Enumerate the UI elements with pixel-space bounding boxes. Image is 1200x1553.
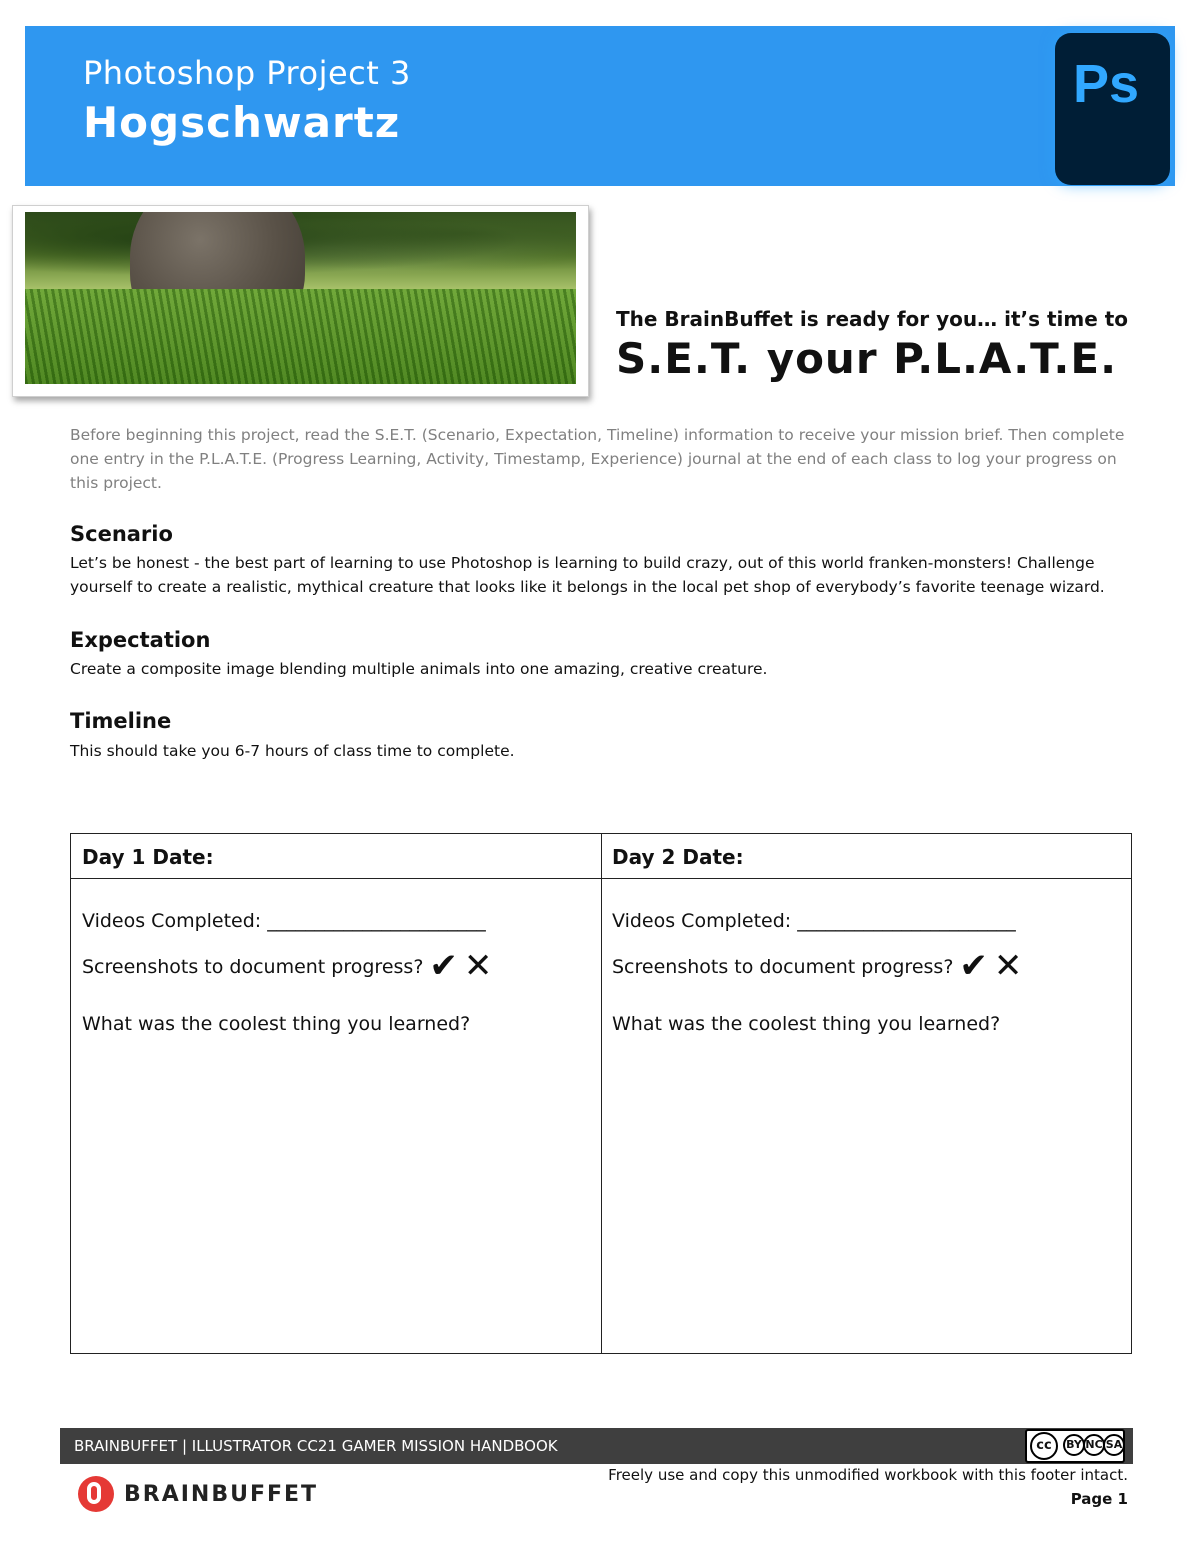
- cc-main-icon: cc: [1030, 1432, 1058, 1460]
- photo-grass: [25, 289, 576, 384]
- plate-journal-table: [70, 833, 1132, 1354]
- day-2-date-header: Day 2 Date:: [612, 845, 744, 869]
- license-note: Freely use and copy this unmodified workbook with this footer intact.: [608, 1466, 1128, 1484]
- check-icon: ✔: [429, 946, 458, 986]
- table-divider-horizontal: [71, 878, 1131, 879]
- day-2-screenshots-question: Screenshots to document progress?: [612, 956, 954, 978]
- page-number: Page 1: [1070, 1490, 1128, 1508]
- brainbuffet-logo-text: BRAINBUFFET: [124, 1482, 319, 1507]
- footer-bar-text: BRAINBUFFET | ILLUSTRATOR CC21 GAMER MISSION HANDBOOK: [74, 1437, 558, 1455]
- brainbuffet-logo-icon: [78, 1476, 114, 1512]
- section-body-expectation: Create a composite image blending multiple animals into one amazing, creative creature.: [70, 660, 768, 678]
- creative-commons-badge-icon: [1025, 1429, 1125, 1463]
- day-1-coolest-question: What was the coolest thing you learned?: [82, 1013, 471, 1035]
- cross-icon: ✕: [463, 946, 493, 986]
- footer-bar: [60, 1428, 1133, 1464]
- section-heading-expectation: Expectation: [70, 628, 211, 652]
- hero-photo-frame: [12, 205, 589, 397]
- day-2-screenshots-row: [612, 946, 1022, 986]
- rabbit-photo: [25, 212, 576, 384]
- intro-paragraph: Before beginning this project, read the S.E.T. (Scenario, Expectation, Timeline) information to receive your mission brief. Then complete one entry in the P.L.A.T.E. (Progress Learning, Activity, Timestamp, Experience) journal at the end of each class to log your progress on this project.: [70, 426, 1125, 492]
- photoshop-logo-icon: [1055, 33, 1170, 185]
- table-divider-vertical: [601, 834, 602, 1353]
- section-heading-timeline: Timeline: [70, 709, 172, 733]
- section-heading-scenario: Scenario: [70, 522, 173, 546]
- day-2-coolest-question: What was the coolest thing you learned?: [612, 1013, 1001, 1035]
- cc-sa-icon: SA: [1103, 1434, 1125, 1456]
- day-1-videos-completed: Videos Completed: _______________________: [82, 910, 486, 932]
- section-body-scenario: Let’s be honest - the best part of learning to use Photoshop is learning to build crazy, out of this world franken-monsters! Challenge yourself to create a realistic, mythical creature that looks like it belongs in the local pet shop of everybody’s favorite teenage wizard.: [70, 554, 1105, 596]
- cross-icon: ✕: [993, 946, 1023, 986]
- day-2-videos-completed: Videos Completed: _______________________: [612, 910, 1016, 932]
- cc-nc-icon: NC: [1083, 1434, 1105, 1456]
- check-icon: ✔: [959, 946, 988, 986]
- headline: S.E.T. your P.L.A.T.E.: [616, 334, 1118, 383]
- day-1-screenshots-question: Screenshots to document progress?: [82, 956, 424, 978]
- photoshop-logo-text: Ps: [1073, 54, 1140, 114]
- day-1-date-header: Day 1 Date:: [82, 845, 214, 869]
- project-title: Photoshop Project 3: [83, 54, 411, 92]
- project-name: Hogschwartz: [83, 98, 401, 147]
- tagline: The BrainBuffet is ready for you… it’s time to: [616, 307, 1129, 331]
- cc-by-icon: BY: [1063, 1434, 1085, 1456]
- header-banner: [25, 26, 1175, 186]
- section-body-timeline: This should take you 6-7 hours of class time to complete.: [70, 742, 515, 760]
- day-1-screenshots-row: [82, 946, 492, 986]
